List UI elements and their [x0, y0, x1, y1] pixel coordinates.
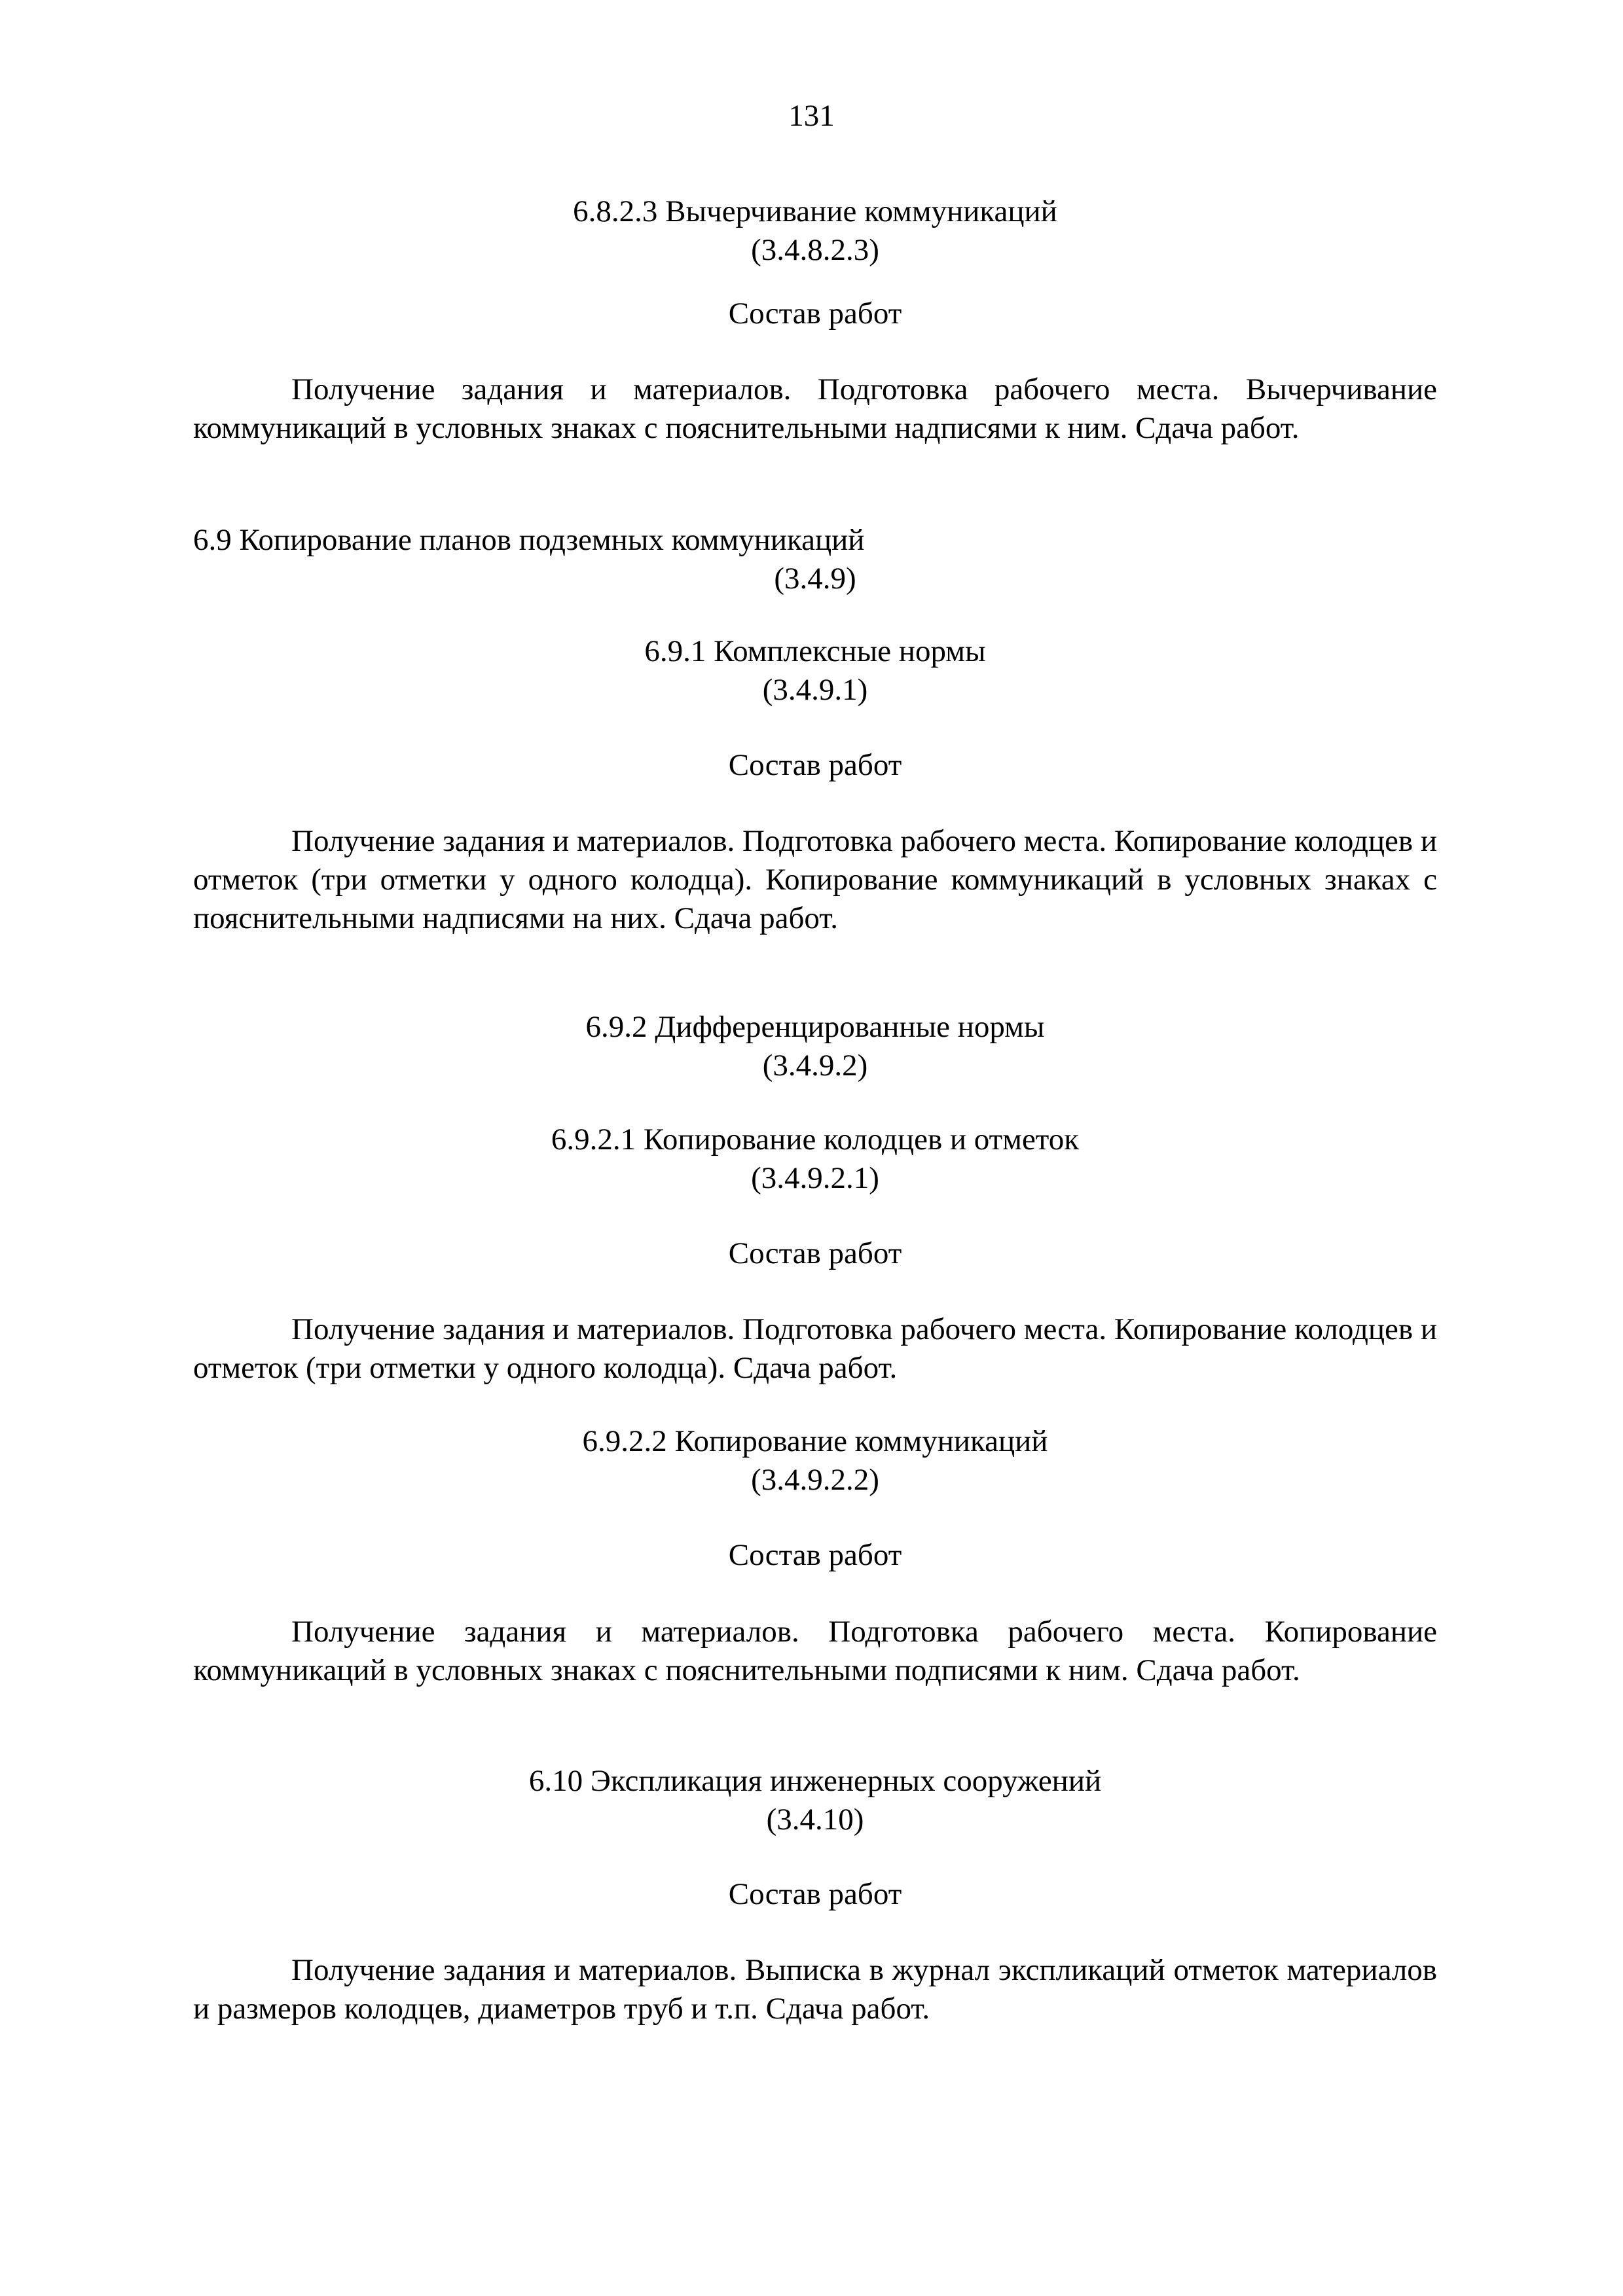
section-6-9-2-1-heading: [193, 1121, 1437, 1198]
section-6-10-heading: [193, 1762, 1437, 1839]
section-title: 6.10 Экспликация инженерных сооружений: [528, 1764, 1102, 1798]
section-6-9-code: (3.4.9): [774, 562, 856, 596]
work-composition-label: Состав работ: [728, 1538, 902, 1572]
section-6-9-2-2-text: Получение задания и материалов. Подготовка рабочего места. Копирование коммуникаций в условных знаках с пояснительными подписями к ним. Сдача работ.: [193, 1615, 1437, 1687]
section-6-9-1-heading: [193, 632, 1437, 709]
work-composition-label: Состав работ: [728, 1877, 902, 1911]
section-6-10-text: Получение задания и материалов. Выписка в журнал экспликаций отметок материалов и размеров колодцев, диаметров труб и т.п. Сдача работ.: [193, 1953, 1437, 2026]
section-code: (3.4.9.2): [762, 1049, 868, 1083]
section-6-8-2-3-heading: [193, 192, 1437, 270]
section-code: (3.4.10): [766, 1803, 864, 1837]
page-number: 131: [788, 99, 835, 133]
section-6-9-title: 6.9 Копирование планов подземных коммуникаций: [193, 523, 865, 557]
work-composition-label: Состав работ: [728, 1236, 902, 1270]
section-title: 6.9.2 Дифференцированные нормы: [585, 1010, 1045, 1044]
section-code: (3.4.9.2.1): [751, 1161, 879, 1195]
section-title: 6.9.2.2 Копирование коммуникаций: [582, 1424, 1048, 1458]
section-6-8-2-3-text: Получение задания и материалов. Подготовка рабочего места. Вычерчивание коммуникаций в условных знаках с пояснительными надписями к ним. Сдача работ.: [193, 372, 1437, 445]
section-title: 6.8.2.3 Вычерчивание коммуникаций: [573, 194, 1057, 228]
section-title: 6.9.1 Комплексные нормы: [644, 634, 986, 668]
section-6-9-1-text: Получение задания и материалов. Подготовка рабочего места. Копирование колодцев и отметок (три отметки у одного колодца). Копирование коммуникаций в условных знаках с пояснительными надписями на них. Сдача работ.: [193, 824, 1437, 935]
section-6-9-2-heading: [193, 1008, 1437, 1085]
section-code: (3.4.8.2.3): [751, 233, 879, 267]
section-code: (3.4.9.2.2): [751, 1463, 879, 1497]
section-6-9-2-2-heading: [193, 1422, 1437, 1499]
work-composition-label: Состав работ: [728, 748, 902, 782]
section-title: 6.9.2.1 Копирование колодцев и отметок: [551, 1122, 1080, 1157]
work-composition-label: Состав работ: [728, 296, 902, 331]
section-6-9-2-1-text: Получение задания и материалов. Подготовка рабочего места. Копирование колодцев и отметок (три отметки у одного колодца). Сдача работ.: [193, 1312, 1437, 1385]
section-code: (3.4.9.1): [762, 673, 868, 707]
